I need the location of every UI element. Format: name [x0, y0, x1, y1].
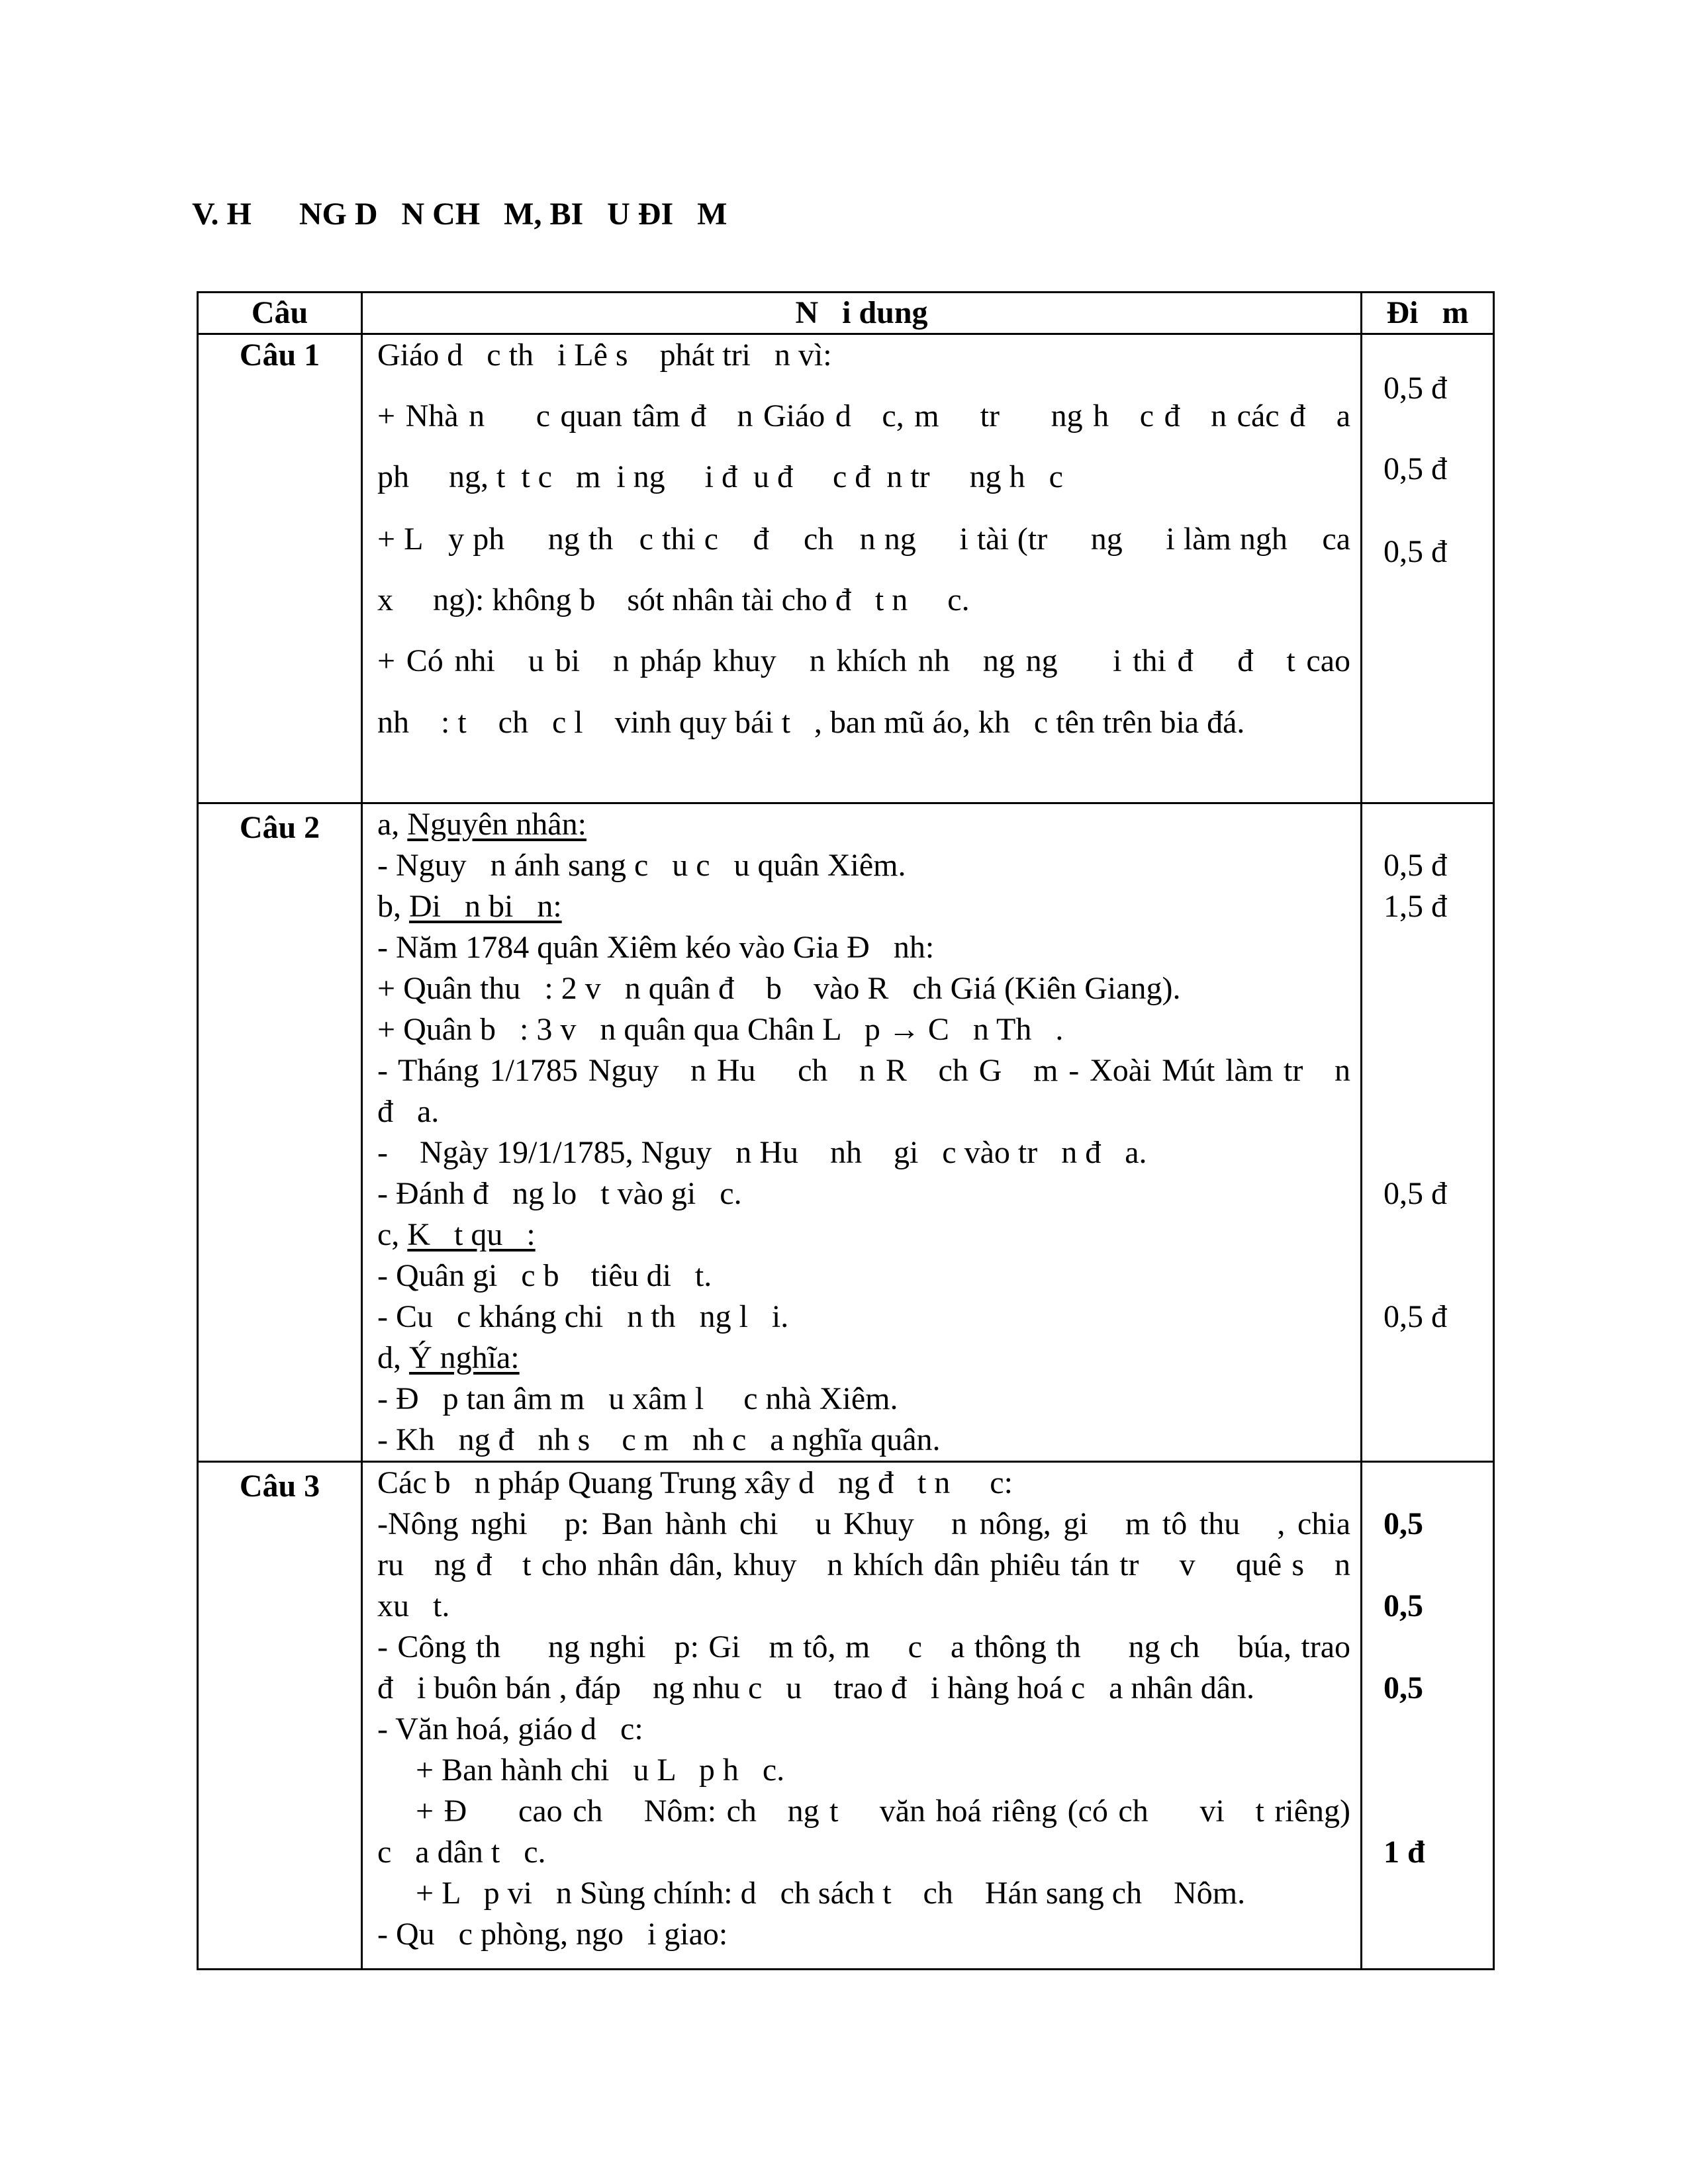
grading-table: [197, 291, 1495, 1970]
heading-text: Di n bi n:: [409, 889, 562, 924]
header-question: Câu: [251, 295, 308, 330]
content-line: - Đánh đ ng lo t vào gi c.: [377, 1176, 742, 1211]
heading-text: Nguyên nhân:: [407, 807, 586, 842]
progress-heading: [377, 886, 1350, 927]
heading-prefix: d,: [377, 1340, 409, 1375]
score-value: 1 đ: [1383, 1835, 1425, 1870]
question-2-scores: [1383, 804, 1489, 1459]
question-3-scores: [1383, 1463, 1489, 1969]
content-line: - Quân gi c b tiêu di t.: [377, 1258, 712, 1293]
content-line: + Ban hành chi u L p h c.: [416, 1752, 785, 1788]
question-1-content: [377, 335, 1350, 798]
question-2-label: Câu 2: [239, 810, 320, 845]
question-1-scores: [1383, 335, 1489, 798]
content-line: - Văn hoá, giáo d c:: [377, 1711, 643, 1747]
content-line: - Đ p tan âm m u xâm l c nhà Xiêm.: [377, 1381, 898, 1416]
header-content: N i dung: [795, 295, 928, 330]
content-line: + Quân thu : 2 v n quân đ b vào R ch Giá (Kiên Giang).: [377, 971, 1181, 1006]
content-line: + L y ph ng th c thi c đ ch n ng i tài (tr ng i làm ngh ca: [377, 522, 1350, 557]
content-line: Giáo d c th i Lê s phát tri n vì:: [377, 338, 832, 373]
score-value: 0,5 đ: [1383, 371, 1447, 406]
content-line: + Đ cao ch Nôm: ch ng t văn hoá riêng (có ch vi t riêng): [416, 1794, 1350, 1829]
heading-prefix: b,: [377, 889, 409, 924]
column-divider: [361, 293, 363, 1968]
content-line: - Năm 1784 quân Xiêm kéo vào Gia Đ nh:: [377, 930, 935, 965]
content-line: - Nguy n ánh sang c u c u quân Xiêm.: [377, 848, 906, 883]
content-line: ru ng đ t cho nhân dân, khuy n khích dân phiêu tán tr v quê s n: [377, 1547, 1350, 1582]
score-value: 0,5 đ: [1383, 1176, 1447, 1211]
question-3-content: [377, 1463, 1350, 1969]
content-line: - Cu c kháng chi n th ng l i.: [377, 1299, 789, 1334]
question-2-content: [377, 804, 1350, 1459]
content-line: - Ngày 19/1/1785, Nguy n Hu nh gi c vào tr n đ a.: [377, 1135, 1147, 1170]
content-line: -Nông nghi p: Ban hành chi u Khuy n nông, gi m tô thu , chia: [377, 1506, 1350, 1541]
score-value: 0,5 đ: [1383, 534, 1447, 569]
header-score: Đi m: [1386, 295, 1469, 330]
content-line: c a dân t c.: [377, 1835, 546, 1870]
cause-heading: [377, 804, 1350, 845]
content-line: ph ng, t t c m i ng i đ u đ c đ n tr ng h c: [377, 459, 1063, 494]
section-title: V. H NG D N CH M, BI U ĐI M: [192, 197, 727, 232]
meaning-heading: [377, 1338, 1350, 1379]
question-1-label: Câu 1: [239, 338, 320, 373]
question-3-label: Câu 3: [239, 1469, 320, 1504]
content-line: - Qu c phòng, ngo i giao:: [377, 1917, 728, 1952]
content-line: - Kh ng đ nh s c m nh c a nghĩa quân.: [377, 1422, 941, 1457]
score-value: 1,5 đ: [1383, 889, 1447, 924]
content-line: đ i buôn bán , đáp ng nhu c u trao đ i hàng hoá c a nhân dân.: [377, 1670, 1255, 1706]
heading-text: Ý nghĩa:: [409, 1340, 520, 1375]
score-value: 0,5: [1383, 1670, 1423, 1706]
content-line: + Có nhi u bi n pháp khuy n khích nh ng ng i thi đ đ t cao: [377, 643, 1350, 678]
content-line: Các b n pháp Quang Trung xây d ng đ t n c:: [377, 1465, 1013, 1500]
heading-prefix: a,: [377, 807, 408, 842]
content-line: x ng): không b sót nhân tài cho đ t n c.: [377, 582, 970, 617]
content-line: + Nhà n c quan tâm đ n Giáo d c, m tr ng h c đ n các đ a: [377, 398, 1350, 433]
content-line: + L p vi n Sùng chính: d ch sách t ch Hán sang ch Nôm.: [416, 1876, 1246, 1911]
heading-text: K t qu :: [407, 1217, 536, 1252]
score-value: 0,5 đ: [1383, 451, 1447, 486]
score-value: 0,5: [1383, 1506, 1423, 1541]
content-line: đ a.: [377, 1094, 440, 1129]
score-value: 0,5: [1383, 1588, 1423, 1623]
content-line: - Tháng 1/1785 Nguy n Hu ch n R ch G m - Xoài Mút làm tr n: [377, 1053, 1350, 1088]
result-heading: [377, 1214, 1350, 1255]
content-line: + Quân b : 3 v n quân qua Chân L p → C n Th .: [377, 1012, 1064, 1047]
content-line: xu t.: [377, 1588, 450, 1623]
heading-prefix: c,: [377, 1217, 408, 1252]
column-divider: [1360, 293, 1362, 1968]
score-value: 0,5 đ: [1383, 1299, 1447, 1334]
content-line: nh : t ch c l vinh quy bái t , ban mũ áo, kh c tên trên bia đá.: [377, 705, 1245, 740]
content-line: - Công th ng nghi p: Gi m tô, m c a thông th ng ch búa, trao: [377, 1629, 1350, 1664]
score-value: 0,5 đ: [1383, 848, 1447, 883]
